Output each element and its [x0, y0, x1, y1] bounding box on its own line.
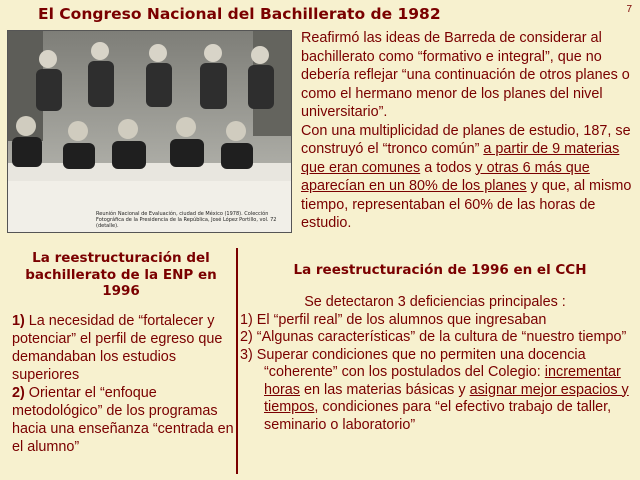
intro-p2-a: Con una multiplicidad de planes de estudio, 187, se construyó el “tronco común” — [301, 122, 631, 157]
cch-item-3-underline-1: incrementar horas — [264, 364, 621, 398]
enp-list — [12, 312, 234, 456]
intro-p2-underline-2: y otras 6 más que aparecían en un 80% de los planes — [301, 159, 590, 194]
intro-paragraph-1: Reafirmó las ideas de Barreda de considerar al bachillerato como “formativo e integral”, que no debería reflejar “una continuación de otros planes o como el hermano menor de los planes del nivel universitario”. — [301, 30, 630, 120]
cch-item-3-b: en las materias básicas y — [300, 381, 470, 398]
historic-photo — [7, 30, 292, 233]
intro-p2-b: a todos — [420, 159, 476, 176]
cch-list — [240, 294, 638, 434]
intro-p2-underline-1: a partir de 9 materias que eran comunes — [301, 141, 620, 176]
slide-title: El Congreso Nacional del Bachillerato de 1982 — [38, 5, 441, 23]
column-divider — [236, 248, 238, 474]
enp-item-1-text: La necesidad de “fortalecer y potenciar” el perfil de egreso que demandaban los estudios superiores — [12, 313, 223, 383]
enp-item-2 — [12, 384, 234, 456]
enp-item-1-num: 1) — [12, 313, 25, 329]
cch-item-3 — [240, 347, 638, 435]
intro-paragraph-2 — [301, 122, 636, 233]
cch-item-3-c: , condiciones para “el efectivo trabajo de taller, seminario o laboratorio” — [264, 399, 612, 433]
intro-p2-c: y que, al mismo tiempo, representaban el 60% de las horas de estudio. — [301, 178, 632, 231]
photo-caption: Reunión Nacional de Evaluación, ciudad de México (1978). Colección Fotográfica de la Presidencia de la República, José López Portillo, vol. 72 (detalle). — [96, 211, 277, 229]
enp-item-1 — [12, 312, 234, 384]
cch-intro: Se detectaron 3 deficiencias principales : — [304, 294, 566, 310]
cch-item-3-a: 3) Superar condiciones que no permiten una docencia “coherente” con los postulados del Colegio: — [240, 346, 586, 380]
cch-item-2: 2) “Algunas características” de la cultura de “nuestro tiempo” — [240, 329, 627, 345]
enp-heading: La reestructuración del bachillerato de la ENP en 1996 — [25, 250, 217, 299]
enp-item-2-text: Orientar el “enfoque metodológico” de los programas hacia una enseñanza “centrada en el alumno” — [12, 385, 234, 455]
enp-item-2-num: 2) — [12, 385, 25, 401]
intro-text — [301, 29, 636, 233]
cch-item-3-underline-2: asignar mejor espacios y tiempos — [264, 381, 629, 415]
cch-item-1: 1) El “perfil real” de los alumnos que ingresaban — [240, 311, 547, 328]
photo-illustration — [8, 31, 292, 233]
cch-heading: La reestructuración de 1996 en el CCH — [293, 262, 587, 278]
page-number: 7 — [626, 4, 632, 15]
